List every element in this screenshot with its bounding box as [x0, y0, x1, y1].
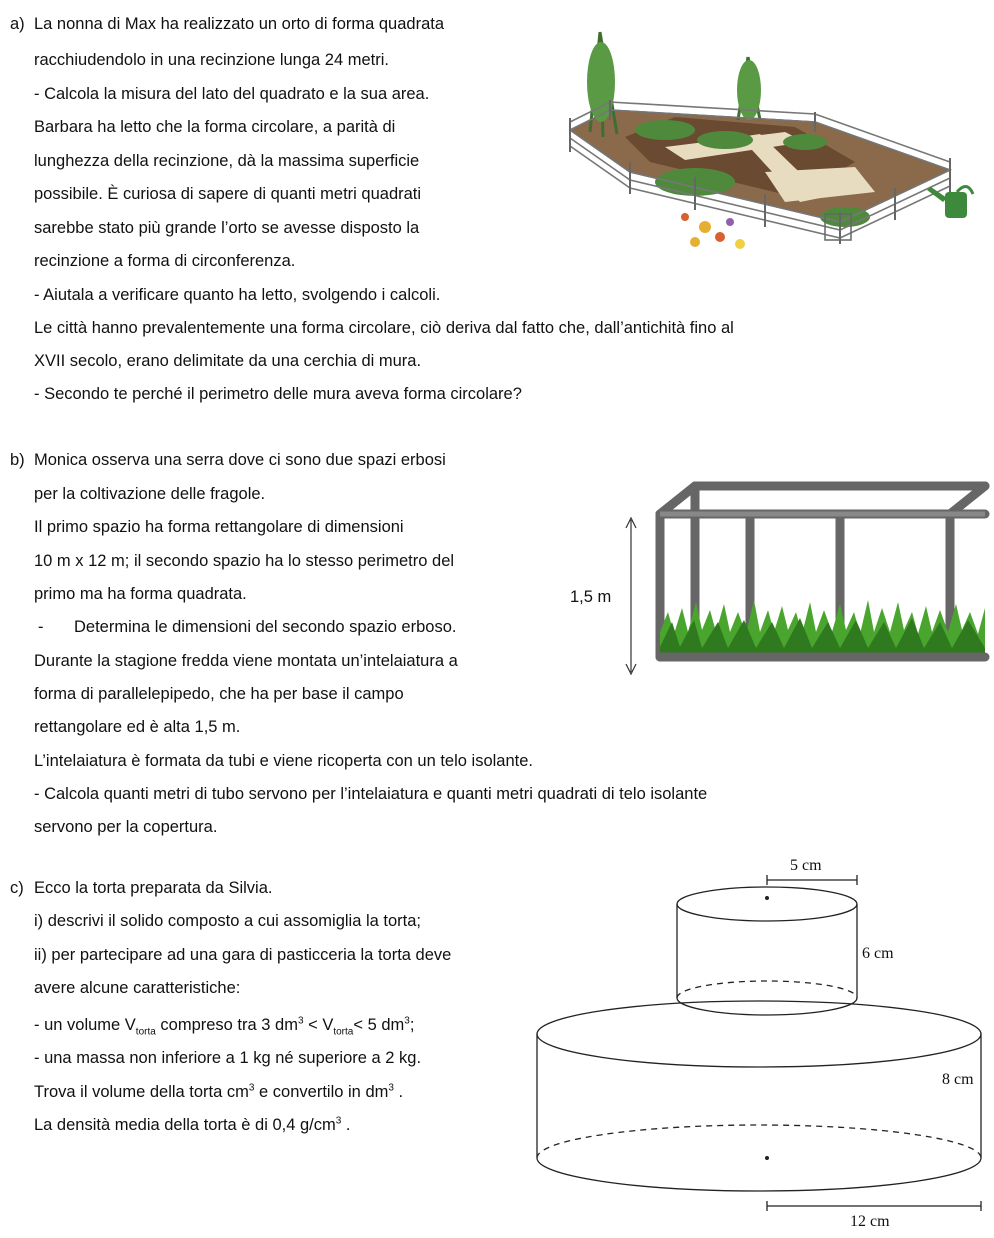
section-b-line: per la coltivazione delle fragole. [34, 485, 266, 503]
section-b-line: servono per la copertura. [34, 818, 218, 836]
section-b-marker: b) [10, 451, 25, 469]
section-b-line: - Calcola quanti metri di tubo servono per l’intelaiatura e quanti metri quadrati di telo isolante [34, 785, 708, 803]
cake-top-height-label: 6 cm [862, 945, 894, 962]
section-b-bullet-text: Determina le dimensioni del secondo spazio erboso. [74, 618, 457, 636]
section-c-line: avere alcune caratteristiche: [34, 979, 241, 997]
section-b-line: forma di parallelepipedo, che ha per base il campo [34, 685, 404, 703]
section-b-line: primo ma ha forma quadrata. [34, 585, 247, 603]
section-c-line: Ecco la torta preparata da Silvia. [34, 879, 273, 897]
section-b-line: Durante la stagione fredda viene montata un’intelaiatura a [34, 652, 458, 670]
section-a-line: - Calcola la misura del lato del quadrato e la sua area. [34, 85, 430, 103]
greenhouse-height-label: 1,5 m [570, 588, 612, 606]
section-c-line: ii) per partecipare ad una gara di pasticceria la torta deve [34, 946, 452, 964]
greenhouse-frame-figure [560, 472, 990, 684]
garden-illustration [555, 22, 980, 266]
section-a-line: lunghezza della recinzione, dà la massima superficie [34, 152, 420, 170]
section-c-convert-line: Trova il volume della torta $cm^3$ e convertilo in $dm^3$ . [34, 1082, 404, 1101]
section-c-mass-line: - una massa non inferiore a 1 kg né superiore a 2 kg. [34, 1049, 422, 1067]
section-c-density-line: La densità media della torta è di 0,4 $g/cm^3$ . [34, 1115, 351, 1134]
section-b-line: Il primo spazio ha forma rettangolare di dimensioni [34, 518, 404, 536]
cake-bottom-diameter-label: 12 cm [850, 1213, 890, 1230]
section-b-line: L’intelaiatura è formata da tubi e viene ricoperta con un telo isolante. [34, 752, 533, 770]
section-a-line: Barbara ha letto che la forma circolare, a parità di [34, 118, 396, 136]
section-a-line: sarebbe stato più grande l’orto se avesse disposto la [34, 219, 420, 237]
section-a-line: XVII secolo, erano delimitate da una cerchia di mura. [34, 352, 422, 370]
section-b-line: 10 m x 12 m; il secondo spazio ha lo stesso perimetro del [34, 552, 455, 570]
section-c-marker: c) [10, 879, 24, 897]
section-c-volume-line: - un volume $V_{torta}$ compreso tra 3 $dm^3 < V_{torta}< 5$ $dm^3$; [34, 1015, 415, 1038]
section-a-line: - Aiutala a verificare quanto ha letto, svolgendo i calcoli. [34, 286, 441, 304]
section-a-line: La nonna di Max ha realizzato un orto di forma quadrata [34, 15, 445, 33]
cake-top-diameter-label: 5 cm [790, 857, 822, 874]
section-c-line: i) descrivi il solido composto a cui assomiglia la torta; [34, 912, 421, 930]
cake-bottom-height-label: 8 cm [942, 1071, 974, 1088]
section-a-line: recinzione a forma di circonferenza. [34, 252, 296, 270]
section-a-marker: a) [10, 15, 25, 33]
section-b-line: rettangolare ed è alta 1,5 m. [34, 718, 241, 736]
cake-figure [535, 858, 990, 1218]
section-a-line: - Secondo te perché il perimetro delle mura aveva forma circolare? [34, 385, 522, 403]
section-b-bullet-dash: - [38, 618, 44, 636]
section-a-line: possibile. È curiosa di sapere di quanti metri quadrati [34, 185, 422, 203]
section-b-line: Monica osserva una serra dove ci sono due spazi erbosi [34, 451, 446, 469]
section-a-line: Le città hanno prevalentemente una forma circolare, ciò deriva dal fatto che, dall’antichità fino al [34, 319, 734, 337]
section-a-line: racchiudendolo in una recinzione lunga 24 metri. [34, 51, 389, 69]
